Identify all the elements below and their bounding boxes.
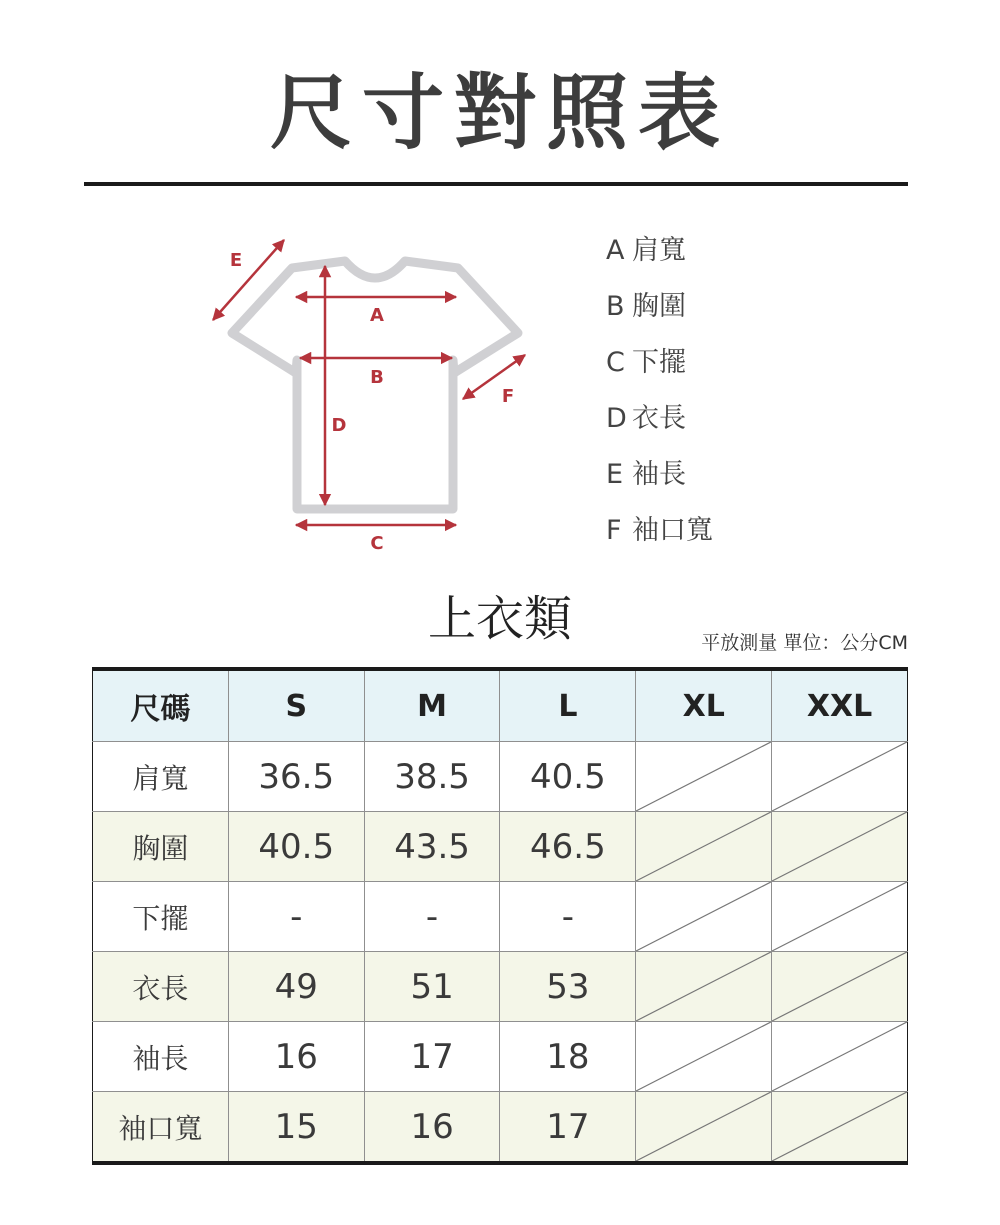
cell-l: 46.5 <box>500 812 636 882</box>
legend-item: A 肩寬 <box>606 235 686 266</box>
size-table <box>92 667 908 1165</box>
cell-m: 51 <box>364 952 500 1022</box>
cell-s: 40.5 <box>228 812 364 882</box>
legend-item: C 下擺 <box>606 347 686 378</box>
header-l: L <box>500 669 636 742</box>
table-header-row <box>93 669 908 742</box>
legend-item: B 胸圍 <box>606 291 686 322</box>
cell-s: 36.5 <box>228 742 364 812</box>
cell-m: - <box>364 882 500 952</box>
cell-xxl-empty <box>772 882 908 952</box>
legend-item: E 袖長 <box>606 459 686 490</box>
cell-m: 17 <box>364 1022 500 1092</box>
row-label: 胸圍 <box>93 812 229 882</box>
table-row <box>93 742 908 812</box>
cell-xl-empty <box>636 1022 772 1092</box>
cell-m: 43.5 <box>364 812 500 882</box>
header-size: 尺碼 <box>93 669 229 742</box>
header-m: M <box>364 669 500 742</box>
unit-note: 平放測量 單位：公分CM <box>701 632 908 654</box>
measurement-legend <box>606 233 713 569</box>
cell-s: 49 <box>228 952 364 1022</box>
cell-xl-empty <box>636 812 772 882</box>
diagram-label-b: B <box>370 367 384 388</box>
header-xl: XL <box>636 669 772 742</box>
row-label: 袖長 <box>93 1022 229 1092</box>
table-row <box>93 1092 908 1164</box>
diagram-label-e: E <box>229 250 243 271</box>
cell-xxl-empty <box>772 952 908 1022</box>
cell-xxl-empty <box>772 1092 908 1164</box>
arrow-e <box>213 240 284 320</box>
row-label: 袖口寬 <box>93 1092 229 1164</box>
cell-xxl-empty <box>772 1022 908 1092</box>
cell-m: 38.5 <box>364 742 500 812</box>
table-row <box>93 952 908 1022</box>
row-label: 下擺 <box>93 882 229 952</box>
cell-s: 15 <box>228 1092 364 1164</box>
table-row <box>93 812 908 882</box>
table-row <box>93 882 908 952</box>
legend-item: F 袖口寬 <box>606 515 713 546</box>
diagram-label-f: F <box>501 386 515 407</box>
cell-l: 17 <box>500 1092 636 1164</box>
cell-xl-empty <box>636 1092 772 1164</box>
cell-l: 18 <box>500 1022 636 1092</box>
cell-l: 40.5 <box>500 742 636 812</box>
diagram-label-d: D <box>331 415 347 436</box>
diagram-label-a: A <box>370 305 384 326</box>
section-title: 上衣類 <box>427 591 572 647</box>
cell-xxl-empty <box>772 742 908 812</box>
header-xxl: XXL <box>772 669 908 742</box>
cell-xl-empty <box>636 952 772 1022</box>
header-s: S <box>228 669 364 742</box>
cell-l: 53 <box>500 952 636 1022</box>
table-row <box>93 1022 908 1092</box>
row-label: 肩寬 <box>93 742 229 812</box>
page-title: 尺寸對照表 <box>269 66 730 161</box>
cell-m: 16 <box>364 1092 500 1164</box>
cell-s: 16 <box>228 1022 364 1092</box>
title-divider <box>84 182 908 186</box>
tshirt-diagram <box>195 225 555 565</box>
row-label: 衣長 <box>93 952 229 1022</box>
diagram-label-c: C <box>370 533 384 554</box>
legend-item: D 衣長 <box>606 403 686 434</box>
cell-xxl-empty <box>772 812 908 882</box>
cell-xl-empty <box>636 742 772 812</box>
cell-xl-empty <box>636 882 772 952</box>
cell-s: - <box>228 882 364 952</box>
cell-l: - <box>500 882 636 952</box>
